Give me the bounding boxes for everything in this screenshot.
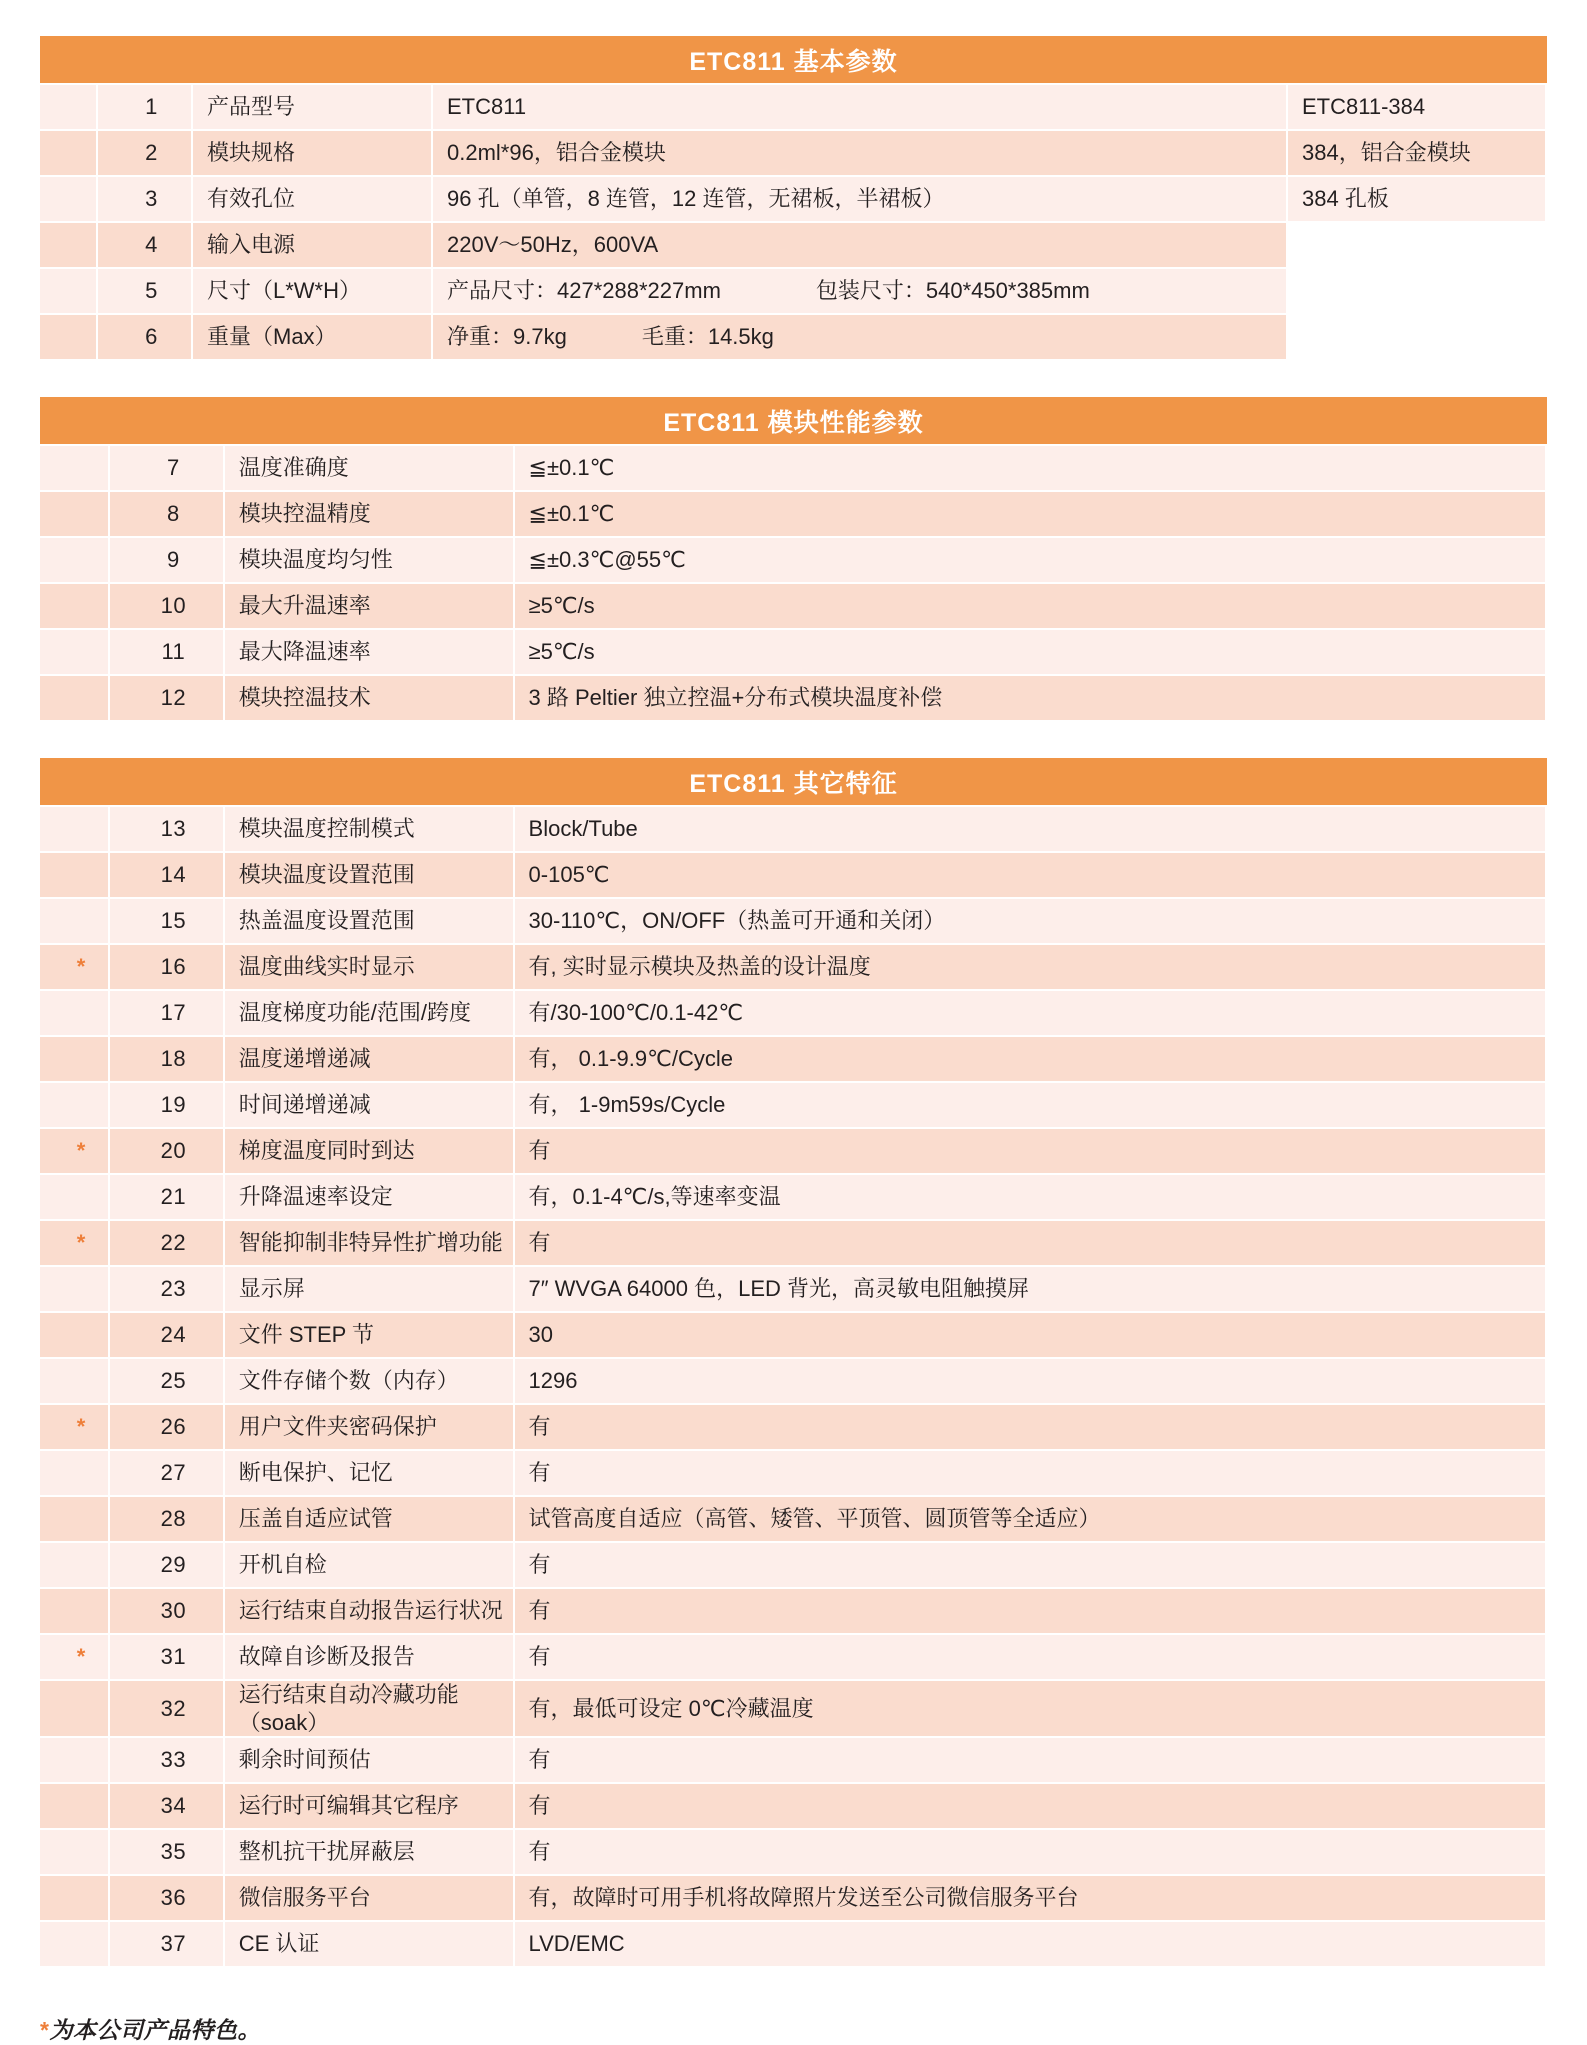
row-parameter-label: 温度递增递减 — [225, 1037, 515, 1081]
row-feature-star-icon — [40, 1876, 110, 1920]
row-number: 5 — [98, 269, 193, 313]
row-number: 27 — [110, 1451, 225, 1495]
row-feature-star-icon — [40, 807, 110, 851]
row-feature-star-icon — [40, 1359, 110, 1403]
spec-table-module-performance — [40, 395, 1547, 722]
row-parameter-label: 模块温度设置范围 — [225, 853, 515, 897]
footnote-text: 为本公司产品特色。 — [49, 2017, 261, 2043]
table-row — [40, 807, 1547, 851]
row-value-secondary: 毛重：14.5kg — [641, 324, 774, 350]
row-parameter-value: 0.2ml*96，铝合金模块 — [433, 131, 1288, 175]
table-row — [40, 1083, 1547, 1127]
table-row — [40, 1589, 1547, 1633]
row-parameter-value: 有，0.1-4℃/s,等速率变温 — [515, 1175, 1547, 1219]
table-row — [40, 1784, 1547, 1828]
row-parameter-value: 有， 1-9m59s/Cycle — [515, 1083, 1547, 1127]
row-feature-star-icon — [40, 1738, 110, 1782]
row-number: 14 — [110, 853, 225, 897]
row-parameter-label: 运行时可编辑其它程序 — [225, 1784, 515, 1828]
row-parameter-label: 整机抗干扰屏蔽层 — [225, 1830, 515, 1874]
row-parameter-label: 产品型号 — [193, 85, 433, 129]
row-number: 7 — [110, 446, 225, 490]
table-row — [40, 584, 1547, 628]
row-parameter-value: 有，最低可设定 0℃冷藏温度 — [515, 1681, 1547, 1736]
table-row — [40, 1267, 1547, 1311]
row-number: 24 — [110, 1313, 225, 1357]
table-row — [40, 945, 1547, 989]
row-parameter-value: ≦±0.3℃@55℃ — [515, 538, 1547, 582]
table-row — [40, 853, 1547, 897]
table-row — [40, 223, 1547, 267]
row-number: 28 — [110, 1497, 225, 1541]
row-number: 10 — [110, 584, 225, 628]
row-alt-model-value — [1288, 269, 1547, 313]
row-parameter-label: 模块温度均匀性 — [225, 538, 515, 582]
row-feature-star-icon: * — [40, 945, 110, 989]
table-row — [40, 1313, 1547, 1357]
row-parameter-label: 文件存储个数（内存） — [225, 1359, 515, 1403]
table-row — [40, 991, 1547, 1035]
section-banner — [40, 36, 1547, 83]
row-parameter-value: 有 — [515, 1589, 1547, 1633]
table-row — [40, 1129, 1547, 1173]
row-parameter-value: 30-110℃，ON/OFF（热盖可开通和关闭） — [515, 899, 1547, 943]
row-parameter-label: 模块规格 — [193, 131, 433, 175]
row-parameter-value: 有 — [515, 1543, 1547, 1587]
row-parameter-value: 3 路 Peltier 独立控温+分布式模块温度补偿 — [515, 676, 1547, 720]
row-feature-star-icon — [40, 1922, 110, 1966]
table-row — [40, 1405, 1547, 1449]
section-banner — [40, 758, 1547, 805]
table-row — [40, 1221, 1547, 1265]
row-feature-star-icon — [40, 538, 110, 582]
row-parameter-label: CE 认证 — [225, 1922, 515, 1966]
table-row — [40, 315, 1547, 359]
table-row — [40, 1543, 1547, 1587]
row-parameter-label: 最大升温速率 — [225, 584, 515, 628]
row-number: 25 — [110, 1359, 225, 1403]
row-parameter-label: 故障自诊断及报告 — [225, 1635, 515, 1679]
row-feature-star-icon — [40, 899, 110, 943]
row-parameter-label: 时间递增递减 — [225, 1083, 515, 1127]
row-feature-star-icon — [40, 1313, 110, 1357]
row-feature-star-icon: * — [40, 1405, 110, 1449]
row-number: 30 — [110, 1589, 225, 1633]
row-feature-star-icon — [40, 1497, 110, 1541]
row-feature-star-icon — [40, 1543, 110, 1587]
table-row — [40, 446, 1547, 490]
table-row — [40, 1175, 1547, 1219]
row-number: 12 — [110, 676, 225, 720]
row-number: 15 — [110, 899, 225, 943]
row-number: 33 — [110, 1738, 225, 1782]
row-parameter-value: 试管高度自适应（高管、矮管、平顶管、圆顶管等全适应） — [515, 1497, 1547, 1541]
row-parameter-label: 升降温速率设定 — [225, 1175, 515, 1219]
footnote-star-icon: * — [40, 2017, 50, 2043]
row-parameter-label: 模块控温技术 — [225, 676, 515, 720]
row-parameter-label: 温度梯度功能/范围/跨度 — [225, 991, 515, 1035]
row-parameter-value: 有 — [515, 1221, 1547, 1265]
row-parameter-label: 尺寸（L*W*H） — [193, 269, 433, 313]
row-parameter-label: 运行结束自动报告运行状况 — [225, 1589, 515, 1633]
row-number: 16 — [110, 945, 225, 989]
row-parameter-value: 有 — [515, 1129, 1547, 1173]
row-value-secondary: 包装尺寸：540*450*385mm — [815, 278, 1090, 304]
table-row — [40, 538, 1547, 582]
row-parameter-label: 显示屏 — [225, 1267, 515, 1311]
table-row — [40, 1922, 1547, 1966]
row-value-primary: 产品尺寸：427*288*227mm — [447, 278, 721, 304]
row-feature-star-icon — [40, 630, 110, 674]
row-number: 37 — [110, 1922, 225, 1966]
row-feature-star-icon: * — [40, 1635, 110, 1679]
row-feature-star-icon — [40, 1267, 110, 1311]
row-number: 34 — [110, 1784, 225, 1828]
table-row — [40, 1635, 1547, 1679]
section-title: ETC811 其它特征 — [40, 758, 1547, 805]
row-parameter-label: 模块温度控制模式 — [225, 807, 515, 851]
row-parameter-label: 热盖温度设置范围 — [225, 899, 515, 943]
table-row — [40, 676, 1547, 720]
table-row — [40, 131, 1547, 175]
table-row — [40, 630, 1547, 674]
row-parameter-label: 文件 STEP 节 — [225, 1313, 515, 1357]
row-number: 18 — [110, 1037, 225, 1081]
row-feature-star-icon — [40, 676, 110, 720]
row-parameter-label: 运行结束自动冷藏功能（soak） — [225, 1681, 515, 1736]
row-feature-star-icon — [40, 1784, 110, 1828]
row-number: 19 — [110, 1083, 225, 1127]
table-row — [40, 1497, 1547, 1541]
row-number: 8 — [110, 492, 225, 536]
row-alt-model-value — [1288, 223, 1547, 267]
row-number: 1 — [98, 85, 193, 129]
spec-tables-container — [40, 34, 1547, 1968]
row-feature-star-icon — [40, 177, 98, 221]
row-parameter-value: LVD/EMC — [515, 1922, 1547, 1966]
table-row — [40, 1681, 1547, 1736]
row-parameter-label: 微信服务平台 — [225, 1876, 515, 1920]
row-number: 21 — [110, 1175, 225, 1219]
row-parameter-value — [433, 315, 1288, 359]
table-row — [40, 1359, 1547, 1403]
row-feature-star-icon — [40, 492, 110, 536]
row-feature-star-icon — [40, 131, 98, 175]
row-parameter-value: 有/30-100℃/0.1-42℃ — [515, 991, 1547, 1035]
row-feature-star-icon — [40, 991, 110, 1035]
row-feature-star-icon — [40, 85, 98, 129]
row-parameter-value: 30 — [515, 1313, 1547, 1357]
table-row — [40, 899, 1547, 943]
row-alt-model-value: ETC811-384 — [1288, 85, 1547, 129]
spec-table-other-features — [40, 756, 1547, 1968]
row-feature-star-icon — [40, 1037, 110, 1081]
row-parameter-label: 开机自检 — [225, 1543, 515, 1587]
footnote — [40, 2012, 1547, 2045]
table-row — [40, 85, 1547, 129]
row-number: 35 — [110, 1830, 225, 1874]
row-number: 3 — [98, 177, 193, 221]
row-number: 13 — [110, 807, 225, 851]
table-row — [40, 492, 1547, 536]
row-feature-star-icon — [40, 315, 98, 359]
row-number: 23 — [110, 1267, 225, 1311]
row-parameter-value — [433, 269, 1288, 313]
row-parameter-label: 压盖自适应试管 — [225, 1497, 515, 1541]
row-parameter-value: 有，故障时可用手机将故障照片发送至公司微信服务平台 — [515, 1876, 1547, 1920]
table-row — [40, 177, 1547, 221]
row-parameter-value: 有 — [515, 1738, 1547, 1782]
row-feature-star-icon — [40, 269, 98, 313]
table-row — [40, 1830, 1547, 1874]
row-parameter-value: 有, 实时显示模块及热盖的设计温度 — [515, 945, 1547, 989]
row-parameter-label: 有效孔位 — [193, 177, 433, 221]
row-parameter-value: 有 — [515, 1784, 1547, 1828]
row-parameter-value: 有 — [515, 1830, 1547, 1874]
row-parameter-value: 1296 — [515, 1359, 1547, 1403]
row-number: 6 — [98, 315, 193, 359]
row-number: 17 — [110, 991, 225, 1035]
row-number: 20 — [110, 1129, 225, 1173]
row-parameter-label: 重量（Max） — [193, 315, 433, 359]
row-number: 26 — [110, 1405, 225, 1449]
row-feature-star-icon — [40, 584, 110, 628]
row-parameter-label: 温度曲线实时显示 — [225, 945, 515, 989]
row-feature-star-icon — [40, 1589, 110, 1633]
row-parameter-label: 温度准确度 — [225, 446, 515, 490]
row-number: 22 — [110, 1221, 225, 1265]
section-banner — [40, 397, 1547, 444]
row-parameter-value: ≥5℃/s — [515, 630, 1547, 674]
row-number: 32 — [110, 1681, 225, 1736]
row-parameter-value: ETC811 — [433, 85, 1288, 129]
row-parameter-value: Block/Tube — [515, 807, 1547, 851]
row-parameter-value: 有 — [515, 1635, 1547, 1679]
row-number: 29 — [110, 1543, 225, 1587]
row-parameter-value: 7″ WVGA 64000 色，LED 背光，高灵敏电阻触摸屏 — [515, 1267, 1547, 1311]
table-row — [40, 1451, 1547, 1495]
table-row — [40, 1876, 1547, 1920]
row-alt-model-value: 384 孔板 — [1288, 177, 1547, 221]
row-parameter-value: 有， 0.1-9.9℃/Cycle — [515, 1037, 1547, 1081]
row-parameter-label: 智能抑制非特异性扩增功能 — [225, 1221, 515, 1265]
row-feature-star-icon — [40, 446, 110, 490]
row-parameter-label: 用户文件夹密码保护 — [225, 1405, 515, 1449]
row-feature-star-icon: * — [40, 1129, 110, 1173]
row-number: 2 — [98, 131, 193, 175]
table-row — [40, 1037, 1547, 1081]
section-title: ETC811 模块性能参数 — [40, 397, 1547, 444]
row-parameter-label: 断电保护、记忆 — [225, 1451, 515, 1495]
row-parameter-value: 220V～50Hz，600VA — [433, 223, 1288, 267]
table-row — [40, 269, 1547, 313]
row-number: 36 — [110, 1876, 225, 1920]
row-feature-star-icon — [40, 853, 110, 897]
row-number: 4 — [98, 223, 193, 267]
row-feature-star-icon — [40, 1175, 110, 1219]
row-number: 11 — [110, 630, 225, 674]
row-feature-star-icon: * — [40, 1221, 110, 1265]
row-parameter-value: 有 — [515, 1405, 1547, 1449]
row-feature-star-icon — [40, 1451, 110, 1495]
row-value-primary: 净重：9.7kg — [447, 324, 567, 350]
spec-table-basic — [40, 34, 1547, 361]
row-parameter-value: ≦±0.1℃ — [515, 446, 1547, 490]
row-alt-model-value — [1288, 315, 1547, 359]
row-feature-star-icon — [40, 223, 98, 267]
row-parameter-value: ≥5℃/s — [515, 584, 1547, 628]
row-alt-model-value: 384，铝合金模块 — [1288, 131, 1547, 175]
row-number: 9 — [110, 538, 225, 582]
row-number: 31 — [110, 1635, 225, 1679]
row-feature-star-icon — [40, 1681, 110, 1736]
row-feature-star-icon — [40, 1830, 110, 1874]
table-row — [40, 1738, 1547, 1782]
row-parameter-label: 模块控温精度 — [225, 492, 515, 536]
row-parameter-label: 最大降温速率 — [225, 630, 515, 674]
row-parameter-value: 0-105℃ — [515, 853, 1547, 897]
row-parameter-label: 输入电源 — [193, 223, 433, 267]
row-parameter-value: ≦±0.1℃ — [515, 492, 1547, 536]
section-title: ETC811 基本参数 — [40, 36, 1547, 83]
row-parameter-value: 96 孔（单管，8 连管，12 连管，无裙板，半裙板） — [433, 177, 1288, 221]
row-parameter-label: 梯度温度同时到达 — [225, 1129, 515, 1173]
row-parameter-label: 剩余时间预估 — [225, 1738, 515, 1782]
row-feature-star-icon — [40, 1083, 110, 1127]
row-parameter-value: 有 — [515, 1451, 1547, 1495]
